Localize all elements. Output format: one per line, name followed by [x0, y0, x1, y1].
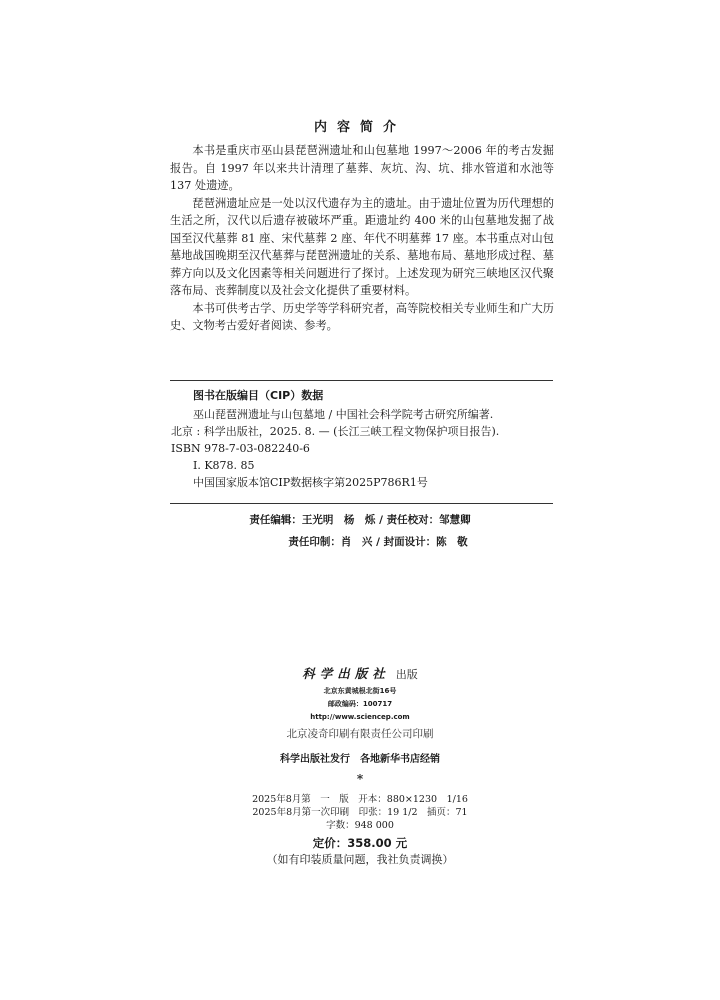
credits-production: 责任印制：肖 兴 / 封面设计：陈 敬: [288, 536, 468, 548]
publisher-suffix: 出版: [395, 668, 418, 681]
price: 定价：358.00 元: [312, 836, 408, 850]
edition-line-2: 2025年8月第一次印刷 印张：19 1/2 插页：71: [252, 807, 468, 818]
cip-record: [171, 406, 561, 491]
credits: [0, 509, 720, 553]
quality-notice: （如有印装质量问题，我社负责调换）: [266, 853, 454, 866]
credits-editors: 责任编辑：王光明 杨 烁 / 责任校对：邹慧卿: [249, 514, 471, 526]
printer-line: 北京凌奇印刷有限责任公司印刷: [286, 728, 434, 740]
cip-title-line: 巫山琵琶洲遗址与山包墓地 / 中国社会科学院考古研究所编著.: [193, 408, 494, 421]
cip-record-number-line: 中国国家版本馆CIP数据核字第2025P786R1号: [193, 476, 428, 489]
summary-title: 内容简介: [313, 120, 406, 135]
publisher-postcode: 邮政编码：100717: [327, 700, 393, 708]
publisher-contact: [0, 685, 720, 724]
cip-heading: 图书在版编目（CIP）数据: [193, 389, 324, 402]
publisher-line: [0, 664, 720, 682]
summary-paragraph-3: 本书可供考古学、历史学等学科研究者，高等院校相关专业师生和广大历史、文物考古爱好者阅读、参考。: [170, 301, 554, 332]
cip-isbn-line: ISBN 978-7-03-082240-6: [171, 442, 310, 455]
cip-top-divider: [170, 380, 553, 381]
edition-line-1: 2025年8月第 一 版 开本：880×1230 1/16: [252, 794, 468, 805]
cip-classification-line: Ⅰ. K878. 85: [193, 459, 255, 472]
separator-star: *: [356, 772, 364, 786]
summary-paragraph-2: 琵琶洲遗址应是一处以汉代遗存为主的遗址。由于遗址位置为历代理想的生活之所，汉代以后遗存被破坏严重。距遗址约 400 米的山包墓地发掘了战国至汉代墓葬 81 座、宋代墓葬 2 座、年代不明墓葬 17 座。本书重点对山包墓地战国晚期至汉代墓葬与琵琶洲遗址的关系、墓地布局、墓地形成过程、墓葬方向以及文化因素等相关问题进行了探讨。上述发现为研究三峡地区汉代聚落布局、丧葬制度以及社会文化提供了重要材料。: [170, 196, 554, 297]
publisher-name: 科学出版社: [302, 666, 390, 681]
publisher-address: 北京东黄城根北街16号: [323, 687, 397, 695]
word-count: 字数：948 000: [326, 820, 394, 831]
edition-info: [0, 793, 720, 832]
publisher-url: http://www.sciencep.com: [310, 713, 410, 721]
summary-body: [170, 142, 554, 335]
distributor-line: 科学出版社发行 各地新华书店经销: [280, 754, 440, 765]
summary-paragraph-1: 本书是重庆市巫山县琵琶洲遗址和山包墓地 1997～2006 年的考古发掘报告。自 1997 年以来共计清理了墓葬、灰坑、沟、坑、排水管道和水池等 137 处遗迹。: [170, 144, 554, 192]
cip-imprint-line: 北京 : 科学出版社，2025. 8. — (长江三峡工程文物保护项目报告).: [171, 425, 500, 438]
cip-bottom-divider: [170, 503, 553, 504]
